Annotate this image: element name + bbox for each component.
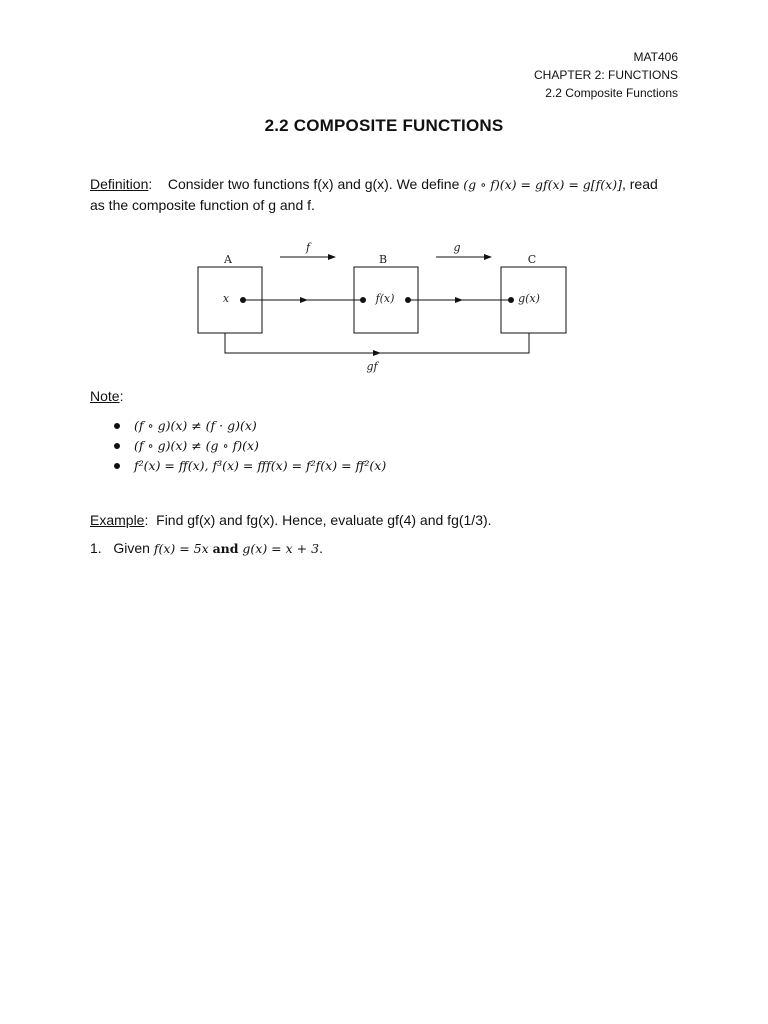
composite-function-diagram <box>190 240 580 380</box>
question-and: and <box>212 541 239 556</box>
definition-text-after: , read <box>621 176 658 192</box>
definition-line2: as the composite function of g and f. <box>90 197 315 213</box>
bullet-icon <box>114 443 120 449</box>
page-header <box>534 48 678 102</box>
element-x: x <box>222 292 230 305</box>
definition-paragraph <box>90 174 690 215</box>
question-f-formula: f(x) = 5x <box>153 541 209 556</box>
composite-bracket <box>225 333 529 353</box>
note-heading <box>90 386 690 406</box>
question-g-formula: g(x) = x + 3 <box>242 541 320 556</box>
example-colon: : <box>144 512 149 528</box>
question-number: 1. <box>90 540 102 556</box>
example-paragraph <box>90 510 690 530</box>
bullet-icon <box>114 463 120 469</box>
arrow-f-label: f <box>305 241 311 254</box>
list-item <box>114 436 386 456</box>
note-colon: : <box>119 388 124 404</box>
note-item-3: f²(x) = ff(x), f³(x) = fff(x) = f²f(x) = ff²(x) <box>134 458 387 473</box>
list-item <box>114 416 386 436</box>
arrow-g-label: g <box>453 241 461 254</box>
question-given: Given <box>113 540 150 556</box>
note-item-1: (f ∘ g)(x) ≠ (f · g)(x) <box>134 418 257 433</box>
composite-label: gf <box>366 360 378 373</box>
note-list <box>114 416 386 476</box>
element-gx: g(x) <box>518 292 540 305</box>
mapping-arrowhead-g <box>455 297 463 303</box>
question-end: . <box>319 540 323 556</box>
example-label: Example <box>90 512 145 528</box>
mapping-arrowhead-f <box>300 297 308 303</box>
composite-arrowhead <box>373 350 381 356</box>
note-item-2: (f ∘ g)(x) ≠ (g ∘ f)(x) <box>134 438 259 453</box>
set-label-b: B <box>378 253 388 266</box>
set-label-c: C <box>527 253 537 266</box>
course-code: MAT406 <box>633 50 678 64</box>
example-text: Find gf(x) and fg(x). Hence, evaluate gf(4) and fg(1/3). <box>156 512 492 528</box>
definition-formula: (g ∘ f)(x) = gf(x) = g[f(x)] <box>463 177 622 192</box>
chapter-title: CHAPTER 2: FUNCTIONS <box>533 68 678 82</box>
definition-colon: : <box>148 176 153 192</box>
question-1 <box>90 538 690 559</box>
note-label: Note <box>90 388 120 404</box>
set-label-a: A <box>224 253 232 266</box>
definition-label: Definition <box>90 176 149 192</box>
bullet-icon <box>114 423 120 429</box>
element-fx: f(x) <box>375 292 395 305</box>
section-title: 2.2 Composite Functions <box>545 86 678 100</box>
list-item <box>114 456 386 476</box>
page-title: 2.2 COMPOSITE FUNCTIONS <box>264 116 504 135</box>
definition-text: Consider two functions f(x) and g(x). We define <box>167 176 460 192</box>
